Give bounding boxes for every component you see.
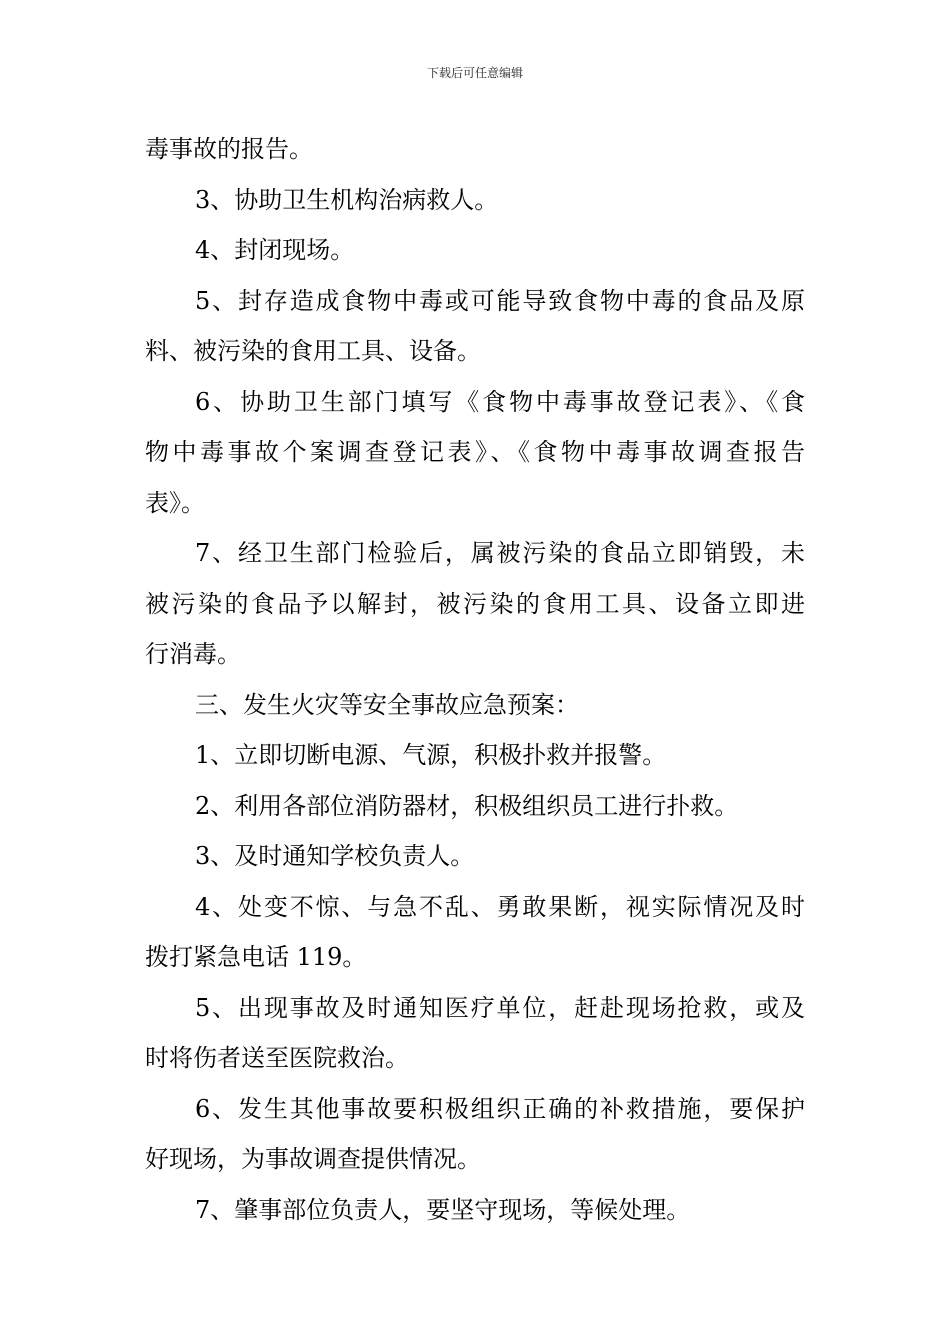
text-line: 行消毒。 bbox=[145, 640, 241, 668]
document-body bbox=[145, 124, 805, 1235]
text-line: 7、肇事部位负责人，要坚守现场，等候处理。 bbox=[195, 1195, 691, 1224]
text-line: 4、处变不惊、与急不乱、勇敢果断，视实际情况及时 bbox=[195, 892, 805, 921]
page-header-note: 下载后可任意编辑 bbox=[426, 66, 523, 80]
text-line: 毒事故的报告。 bbox=[145, 135, 313, 163]
text-line: 时将伤者送至医院救治。 bbox=[145, 1044, 409, 1072]
text-line: 7、经卫生部门检验后，属被污染的食品立即销毁，未 bbox=[195, 539, 805, 567]
text-line: 5、封存造成食物中毒或可能导致食物中毒的食品及原 bbox=[195, 286, 805, 315]
text-line: 好现场，为事故调查提供情况。 bbox=[145, 1145, 481, 1173]
text-line: 1、立即切断电源、气源，积极扑救并报警。 bbox=[195, 741, 667, 769]
text-line: 表》。 bbox=[145, 488, 205, 517]
text-line: 物中毒事故个案调查登记表》、《食物中毒事故调查报告 bbox=[145, 438, 805, 466]
text-line: 三、发生火灾等安全事故应急预案： bbox=[195, 690, 579, 719]
text-line: 被污染的食品予以解封，被污染的食用工具、设备立即进 bbox=[145, 589, 805, 618]
text-line: 6、协助卫生部门填写《食物中毒事故登记表》、《食 bbox=[195, 387, 805, 416]
text-line: 3、协助卫生机构治病救人。 bbox=[195, 185, 499, 214]
text-line: 6、发生其他事故要积极组织正确的补救措施，要保护 bbox=[195, 1094, 805, 1123]
text-line: 3、及时通知学校负责人。 bbox=[195, 842, 475, 870]
text-line: 5、出现事故及时通知医疗单位，赶赴现场抢救，或及 bbox=[195, 993, 805, 1022]
text-line: 拨打紧急电话 119。 bbox=[145, 943, 367, 971]
text-line: 4、封闭现场。 bbox=[195, 236, 355, 264]
text-line: 料、被污染的食用工具、设备。 bbox=[145, 337, 481, 365]
text-line: 2、利用各部位消防器材，积极组织员工进行扑救。 bbox=[195, 791, 739, 820]
